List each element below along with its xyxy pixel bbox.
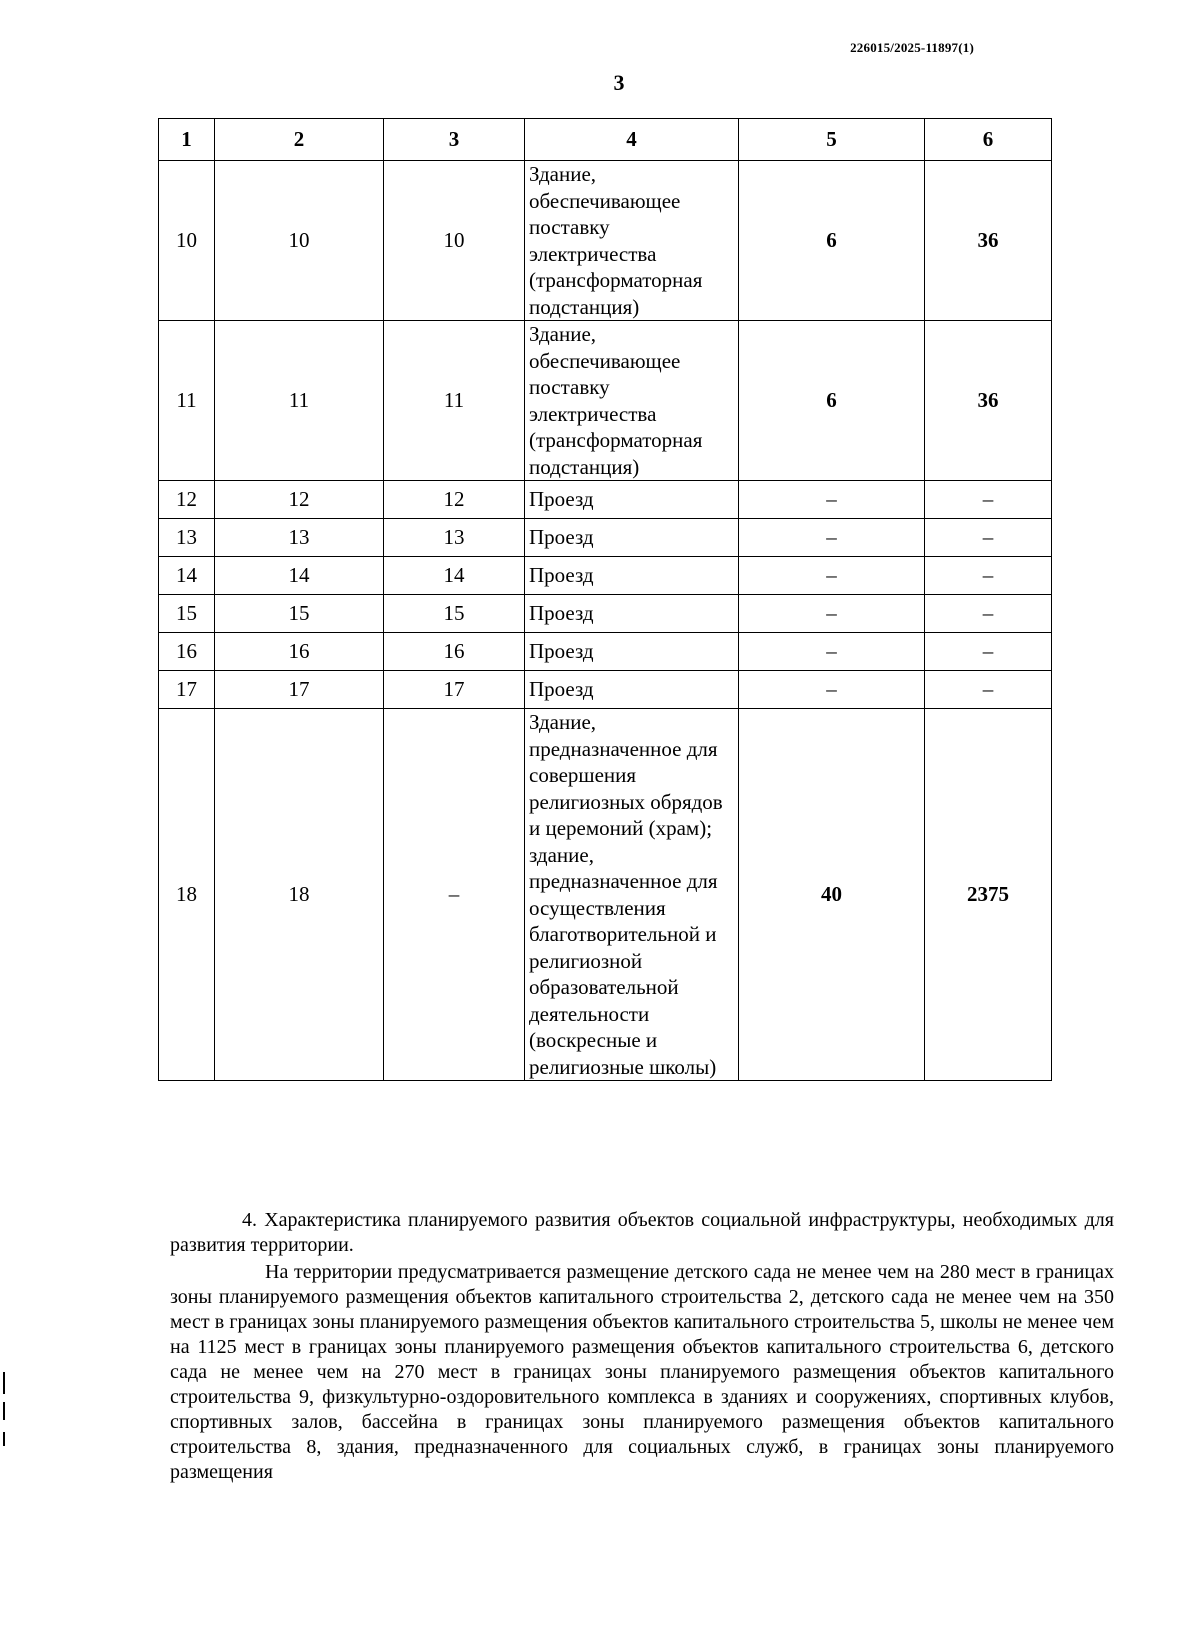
cell-col3: 10 <box>384 161 525 321</box>
cell-col6: – <box>925 595 1052 633</box>
section-4-heading-paragraph: 4. Характеристика планируемого развития объектов социальной инфраструктуры, необходимых для развития территории. <box>170 1209 1114 1256</box>
cell-col6: – <box>925 481 1052 519</box>
cell-col6: – <box>925 557 1052 595</box>
cell-col5: 40 <box>739 709 925 1081</box>
cell-description: Проезд <box>525 519 739 557</box>
cell-description: Проезд <box>525 595 739 633</box>
table-row <box>159 709 1052 1081</box>
table-row <box>159 671 1052 709</box>
cell-zone: 17 <box>159 671 215 709</box>
section-4-body-paragraph: На территории предусматривается размещение детского сада не менее чем на 280 мест в границах зоны планируемого размещения объектов капитального строительства 2, детского сада не менее чем на 350 мест в границах зоны планируемого размещения объектов капитального строительства 5, школы не менее чем на 1125 мест в границах зоны планируемого размещения объектов капитального строительства 6, детского сада не менее чем на 270 мест в границах зоны планируемого размещения объектов капитального строительства 9, физкультурно-оздоровительного комплекса в зданиях и сооружениях, спортивных клубов, спортивных залов, бассейна в границах зоны планируемого размещения объектов капитального строительства 8, здания, предназначенного для социальных служб, в границах зоны планируемого размещения <box>170 1261 1114 1483</box>
cell-col6: 36 <box>925 161 1052 321</box>
cell-description: Здание, обеспечивающее поставку электричества (трансформаторная подстанция) <box>525 161 739 321</box>
cell-description: Проезд <box>525 633 739 671</box>
column-header: 2 <box>215 119 384 161</box>
cell-col2: 13 <box>215 519 384 557</box>
scan-margin-mark <box>3 1432 5 1446</box>
cell-col5: – <box>739 671 925 709</box>
cell-description: Здание, обеспечивающее поставку электричества (трансформаторная подстанция) <box>525 321 739 481</box>
cell-zone: 14 <box>159 557 215 595</box>
cell-col2: 17 <box>215 671 384 709</box>
table-row <box>159 595 1052 633</box>
cell-col6: 36 <box>925 321 1052 481</box>
cell-col5: – <box>739 595 925 633</box>
cell-col6: 2375 <box>925 709 1052 1081</box>
table-row <box>159 321 1052 481</box>
cell-description: Здание, предназначенное для совершения религиозных обрядов и церемоний (храм); здание, предназначенное для осуществления благотворительной и религиозной образовательной деятельности (воскресные и религиозные школы) <box>525 709 739 1081</box>
cell-col2: 16 <box>215 633 384 671</box>
cell-description: Проезд <box>525 671 739 709</box>
table-row <box>159 557 1052 595</box>
cell-col3: 17 <box>384 671 525 709</box>
cell-col5: – <box>739 481 925 519</box>
cell-col5: 6 <box>739 321 925 481</box>
cell-col2: 18 <box>215 709 384 1081</box>
column-header: 1 <box>159 119 215 161</box>
cell-col2: 15 <box>215 595 384 633</box>
column-header: 6 <box>925 119 1052 161</box>
cell-col2: 14 <box>215 557 384 595</box>
cell-zone: 10 <box>159 161 215 321</box>
scan-margin-mark <box>3 1402 5 1420</box>
column-header: 3 <box>384 119 525 161</box>
cell-zone: 18 <box>159 709 215 1081</box>
table-row <box>159 633 1052 671</box>
cell-zone: 12 <box>159 481 215 519</box>
cell-col3: 14 <box>384 557 525 595</box>
cell-col6: – <box>925 671 1052 709</box>
column-header: 5 <box>739 119 925 161</box>
cell-col5: 6 <box>739 161 925 321</box>
cell-col6: – <box>925 633 1052 671</box>
cell-zone: 15 <box>159 595 215 633</box>
cell-description: Проезд <box>525 481 739 519</box>
objects-table <box>158 118 1052 1081</box>
column-header: 4 <box>525 119 739 161</box>
cell-col2: 12 <box>215 481 384 519</box>
document-id: 226015/2025-11897(1) <box>850 40 974 55</box>
table-row <box>159 519 1052 557</box>
page-number: 3 <box>613 70 625 95</box>
cell-col5: – <box>739 557 925 595</box>
cell-col3: 13 <box>384 519 525 557</box>
cell-description: Проезд <box>525 557 739 595</box>
cell-col2: 10 <box>215 161 384 321</box>
cell-col3: 11 <box>384 321 525 481</box>
table-row <box>159 161 1052 321</box>
cell-col3: 15 <box>384 595 525 633</box>
cell-col5: – <box>739 519 925 557</box>
table-header-row <box>159 119 1052 161</box>
cell-col6: – <box>925 519 1052 557</box>
cell-col3: – <box>384 709 525 1081</box>
cell-col5: – <box>739 633 925 671</box>
cell-col2: 11 <box>215 321 384 481</box>
cell-zone: 16 <box>159 633 215 671</box>
cell-zone: 13 <box>159 519 215 557</box>
cell-col3: 12 <box>384 481 525 519</box>
table-row <box>159 481 1052 519</box>
scan-margin-mark <box>3 1372 5 1394</box>
cell-zone: 11 <box>159 321 215 481</box>
cell-col3: 16 <box>384 633 525 671</box>
